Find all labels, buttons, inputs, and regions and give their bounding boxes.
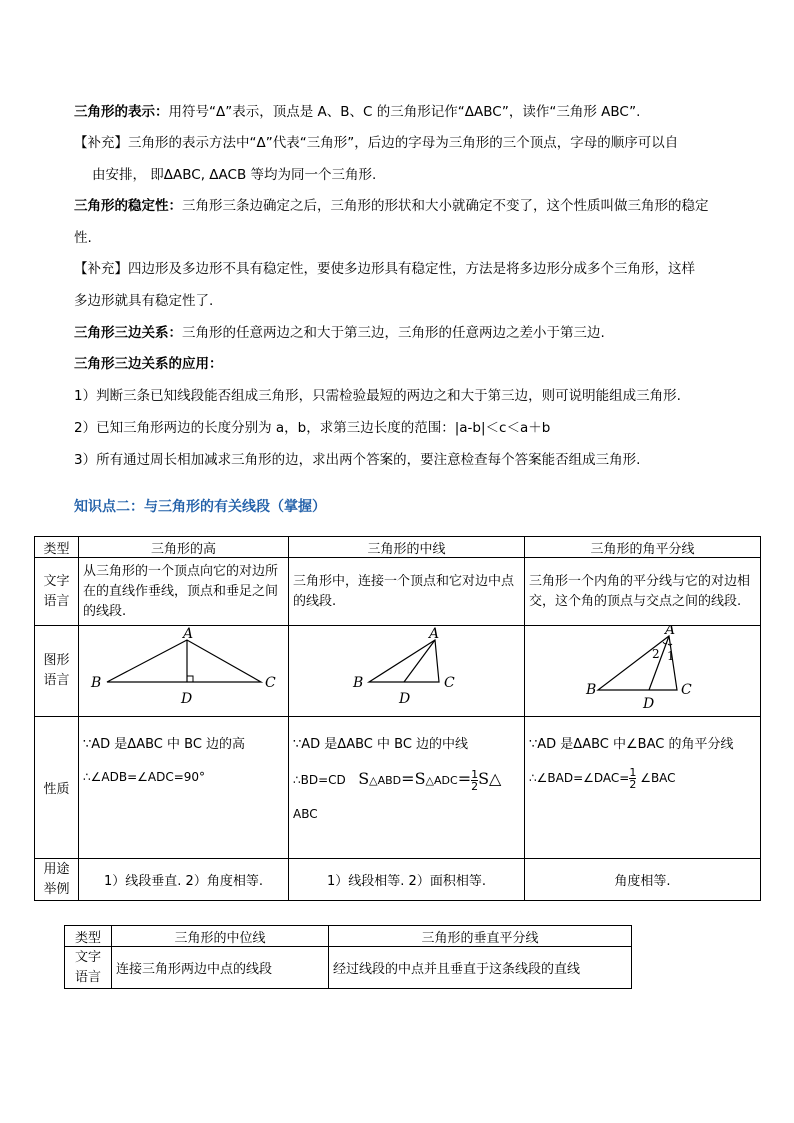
header-type: 类型: [35, 537, 79, 558]
median-area-S3: S△: [478, 769, 502, 788]
altitude-figure: [79, 626, 289, 712]
table2-header-type: 类型: [65, 926, 112, 947]
section-heading: 知识点二：与三角形的有关线段（掌握）: [74, 499, 326, 515]
bisector-half-fraction: [629, 767, 636, 790]
application-3: 3）所有通过周长相加减求三角形的边，求出两个答案的，要注意检查每个答案能否组成三角形.: [74, 452, 641, 468]
median-area-S1: S: [358, 769, 370, 788]
bisector-usage: 角度相等.: [525, 859, 761, 901]
median-area-S2: S: [414, 769, 426, 788]
median-figure-cell: [289, 626, 525, 717]
bisector-figure: [525, 626, 761, 712]
altitude-triangle: [107, 640, 261, 682]
right-angle-mark: [187, 676, 193, 682]
usage-row: [35, 859, 761, 901]
header-altitude: 三角形的高: [79, 537, 289, 558]
supplement-2-line2: 多边形就具有稳定性了.: [74, 292, 214, 309]
bisector-definition: 三角形一个内角的平分线与它的对边相交，这个角的顶点与交点之间的线段.: [525, 558, 761, 626]
median-property: [289, 717, 525, 859]
median-area-eq2: =: [457, 769, 472, 788]
paragraph-supplement-1: [74, 128, 724, 191]
bisector-property: [525, 717, 761, 859]
median-property-abc: ABC: [293, 807, 318, 821]
text-language-row: [35, 558, 761, 626]
midline-table: [64, 925, 632, 989]
median-area-eq1: =: [401, 769, 415, 788]
property-row: [35, 717, 761, 859]
altitude-label-C: C: [265, 675, 276, 691]
median-property-1: ∵AD 是ΔABC 中 BC 边的中线: [293, 737, 469, 752]
bisector-angles: ∴∠BAD=∠DAC=: [529, 771, 630, 785]
bisector-property-2: [529, 767, 756, 790]
paragraph-triangle-notation: [74, 97, 724, 129]
application-2: 2）已知三角形两边的长度分别为 a，b，求第三边长度的范围：|a-b|＜c＜a＋b: [74, 420, 551, 436]
bisector-frac-num: 1: [629, 766, 637, 779]
row-label-usage: 用途举例: [35, 859, 79, 901]
median-label-D: D: [399, 691, 411, 707]
perp-bisector-definition: 经过线段的中点并且垂直于这条线段的直线: [329, 947, 632, 989]
header-row: [35, 537, 761, 558]
altitude-definition: 从三角形的一个顶点向它的对边所在的直线作垂线，顶点和垂足之间的线段.: [79, 558, 289, 626]
header-median: 三角形的中线: [289, 537, 525, 558]
median-figure: [289, 626, 525, 712]
label-applications: 三角形三边关系的应用：: [74, 356, 223, 372]
header-bisector: 三角形的角平分线: [525, 537, 761, 558]
table2-header-perp-bisector: 三角形的垂直平分线: [329, 926, 632, 947]
label-three-sides: 三角形三边关系：: [74, 325, 182, 341]
altitude-property: [79, 717, 289, 859]
median-usage: 1）线段相等. 2）面积相等.: [289, 859, 525, 901]
altitude-usage: 1）线段垂直. 2）角度相等.: [79, 859, 289, 901]
text-notation: 用符号“Δ”表示，顶点是 A、B、C 的三角形记作“ΔABC”，读作“三角形 ABC”.: [168, 104, 641, 120]
paragraph-three-sides: [74, 318, 724, 350]
median-label-B: B: [353, 675, 364, 691]
label-notation: 三角形的表示：: [74, 104, 169, 120]
altitude-label-A: A: [183, 626, 194, 642]
median-label-A: A: [429, 626, 440, 642]
figure-row: [35, 626, 761, 717]
supplement-1-line1: 【补充】三角形的表示方法中“Δ”代表“三角形”，后边的字母为三角形的三个顶点，字母的顺序可以自: [74, 135, 679, 151]
bisector-figure-cell: [525, 626, 761, 717]
application-1: 1）判断三条已知线段能否组成三角形，只需检验最短的两边之和大于第三边，则可说明能组成三角形.: [74, 388, 681, 404]
altitude-property-1: ∵AD 是ΔABC 中 BC 边的高: [83, 737, 246, 752]
paragraph-stability: [74, 191, 724, 254]
table2-row-label: 文字语言: [65, 947, 112, 989]
row-label-figure: 图形语言: [35, 626, 79, 717]
median-definition: 三角形中，连接一个顶点和它对边中点的线段.: [289, 558, 525, 626]
altitude-label-B: B: [91, 675, 102, 691]
median-line: [404, 640, 435, 682]
bisector-label-B: B: [586, 682, 597, 698]
angle-label-2: 2: [652, 647, 660, 661]
paragraph-supplement-2: [74, 254, 724, 317]
text-stability-line2: 性.: [74, 229, 92, 246]
median-area-sub1: △ABD: [369, 774, 402, 787]
altitude-label-D: D: [181, 691, 193, 707]
segments-table: [34, 536, 761, 901]
angle-label-1: 1: [667, 649, 675, 663]
median-label-C: C: [444, 675, 455, 691]
bisector-angle-bac: ∠BAC: [640, 771, 676, 785]
midline-definition: 连接三角形两边中点的线段: [112, 947, 329, 989]
altitude-figure-cell: [79, 626, 289, 717]
table2-header-row: [65, 926, 632, 947]
supplement-2-line1: 【补充】四边形及多边形不具有稳定性，要使多边形具有稳定性，方法是将多边形分成多个三角形，这样: [74, 261, 695, 277]
label-stability: 三角形的稳定性：: [74, 198, 182, 214]
supplement-1-line2: 由安排， 即ΔABC, ΔACB 等均为同一个三角形.: [92, 166, 377, 183]
text-stability: 三角形三条边确定之后，三角形的形状和大小就确定不变了，这个性质叫做三角形的稳定: [182, 198, 709, 214]
median-frac-num: 1: [471, 768, 479, 781]
row-label-property: 性质: [35, 717, 79, 859]
bisector-label-D: D: [643, 696, 655, 712]
bisector-label-C: C: [681, 682, 692, 698]
table2-header-midline: 三角形的中位线: [112, 926, 329, 947]
median-property-2: [293, 769, 520, 792]
median-area-sub2: △ADC: [425, 774, 458, 787]
bisector-property-1: ∵AD 是ΔABC 中∠BAC 的角平分线: [529, 737, 734, 752]
row-label-text: 文字语言: [35, 558, 79, 626]
altitude-property-2: ∴∠ADB=∠ADC=90°: [83, 770, 206, 784]
median-bd-cd: ∴BD=CD: [293, 773, 346, 787]
text-three-sides: 三角形的任意两边之和大于第三边，三角形的任意两边之差小于第三边.: [182, 325, 605, 341]
median-frac-den: 2: [471, 780, 479, 793]
median-triangle: [369, 640, 439, 682]
table2-text-row: [65, 947, 632, 989]
bisector-frac-den: 2: [629, 778, 637, 791]
bisector-label-A: A: [665, 626, 676, 638]
